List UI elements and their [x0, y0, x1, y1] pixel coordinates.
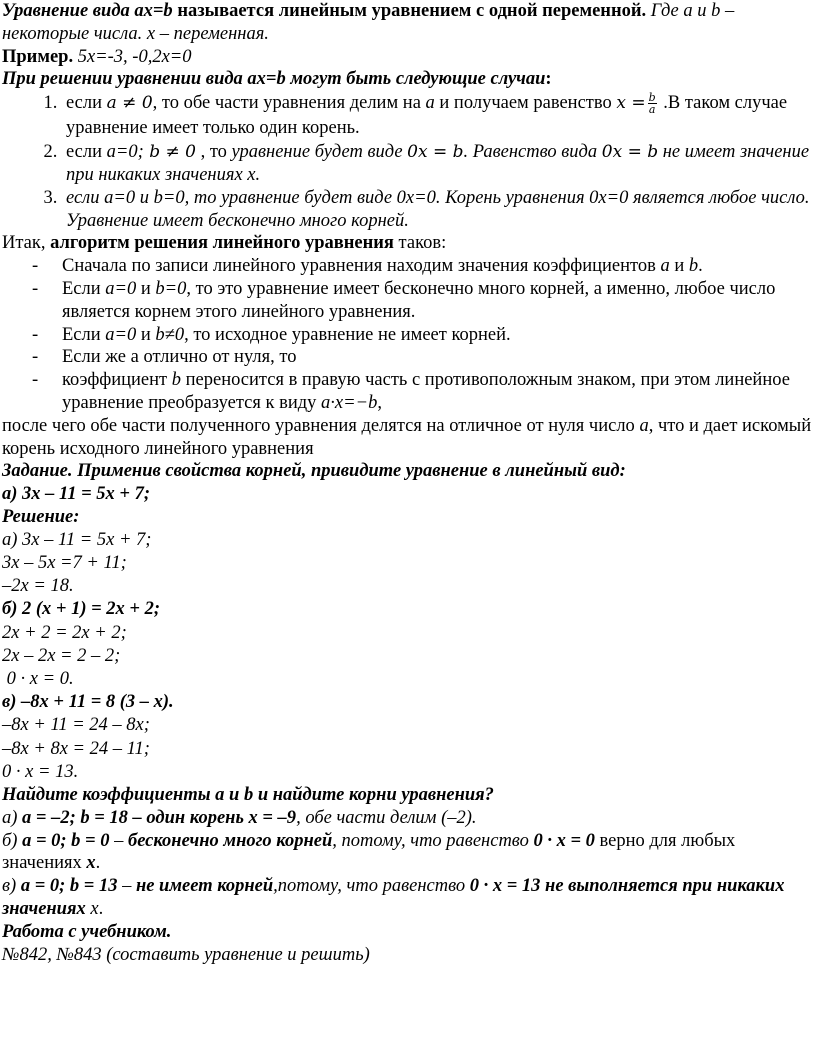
task-b-title: б) 2 (x + 1) = 2x + 2; [2, 599, 160, 620]
solution-c-line-1: –8x + 11 = 24 – 8x; [2, 715, 150, 736]
task-a-title: а) 3x – 11 = 5x + 7; [2, 484, 151, 505]
fraction-b-over-a: $\frac{b}{a}$ [648, 91, 656, 117]
task-c-title: в) –8x + 11 = 8 (3 – x). [2, 692, 174, 713]
solution-a-line-3: –2x = 18. [2, 576, 74, 597]
algorithm-step-2: - Если a=0 и b=0, то это уравнение имеет бесконечно много корней, а именно, любое число является корнем этого линейного уравнения. [32, 278, 776, 322]
case-item-2: 2. если a=0; b ≠ 0 , то уравнение будет виде 0x = b. Равенство вида 0x = b не имеет значение при никаких значениях x. [62, 141, 814, 187]
solution-a-line-1: а) 3x – 11 = 5x + 7; [2, 529, 152, 550]
cases-list [2, 91, 814, 232]
example-label: Пример. [2, 46, 74, 67]
definition-term: Уравнение вида ax=b [2, 1, 173, 21]
algorithm-step-3: - Если a=0 и b≠0, то исходное уравнение не имеет корней. [32, 324, 511, 345]
solution-b-line-2: 2x – 2x = 2 – 2; [2, 645, 121, 666]
solution-label: Решение: [2, 506, 80, 527]
algorithm-list [2, 255, 814, 415]
definition-text: называется линейным уравнением с одной переменной. [172, 1, 647, 21]
textbook-heading: Работа с учебником. [2, 921, 172, 942]
case-item-1: 1. если a ≠ 0, то обе части уравнения делим на a и получаем равенство x = $\frac{b}{a}$ .В таком случае уравнение имеет только один корень. [62, 91, 814, 141]
case-item-3: 3. если a=0 и b=0, то уравнение будет виде 0x=0. Корень уравнения 0x=0 является любое число. Уравнение имеет бесконечно много корней. [62, 187, 814, 233]
solution-c-line-2: –8x + 8x = 24 – 11; [2, 738, 150, 759]
coefficients-answer-a: а) a = –2; b = 18 – один корень x = –9, обе части делим (–2). [2, 807, 477, 828]
solution-c-line-3: 0 · x = 13. [2, 761, 79, 782]
solution-b-line-1: 2x + 2 = 2x + 2; [2, 622, 127, 643]
definition-note: Где a и b – некоторые числа. x – переменная. [2, 1, 735, 44]
definition-paragraph [2, 0, 814, 46]
coefficients-answer-b: б) a = 0; b = 0 – бесконечно много корней, потому, что равенство 0 · x = 0 верно для любых значениях x. [2, 830, 736, 874]
algorithm-conclusion: после чего обе части полученного уравнения делятся на отличное от нуля число a, что и дает искомый корень исходного линейного уравнения [2, 415, 812, 459]
cases-heading: При решении уравнении вида ax=b могут быть следующие случаи: [2, 69, 552, 90]
algorithm-heading: Итак, алгоритм решения линейного уравнения таков: [2, 233, 447, 254]
coefficients-heading: Найдите коэффициенты a и b и найдите корни уравнения? [2, 784, 494, 805]
task-heading: Задание. Применив свойства корней, привидите уравнение в линейный вид: [2, 461, 626, 482]
algorithm-step-5: - коэффициент b переносится в правую часть с противоположным знаком, при этом линейное уравнение преобразуется к виду a·x=−b, [32, 370, 790, 413]
solution-b-line-3: 0 · x = 0. [2, 668, 74, 689]
example-text: 5x=-3, -0,2x=0 [73, 46, 192, 67]
solution-a-line-2: 3x – 5x =7 + 11; [2, 552, 127, 573]
coefficients-answer-c: в) a = 0; b = 13 – не имеет корней,потому, что равенство 0 · x = 13 не выполняется при никаких значениях x. [2, 876, 785, 919]
algorithm-step-4: - Если же a отлично от нуля, то [32, 347, 297, 368]
textbook-task: №842, №843 (составить уравнение и решить) [2, 944, 370, 965]
algorithm-step-1: - Сначала по записи линейного уравнения находим значения коэффициентов a и b. [32, 256, 703, 277]
example-line [2, 46, 814, 69]
